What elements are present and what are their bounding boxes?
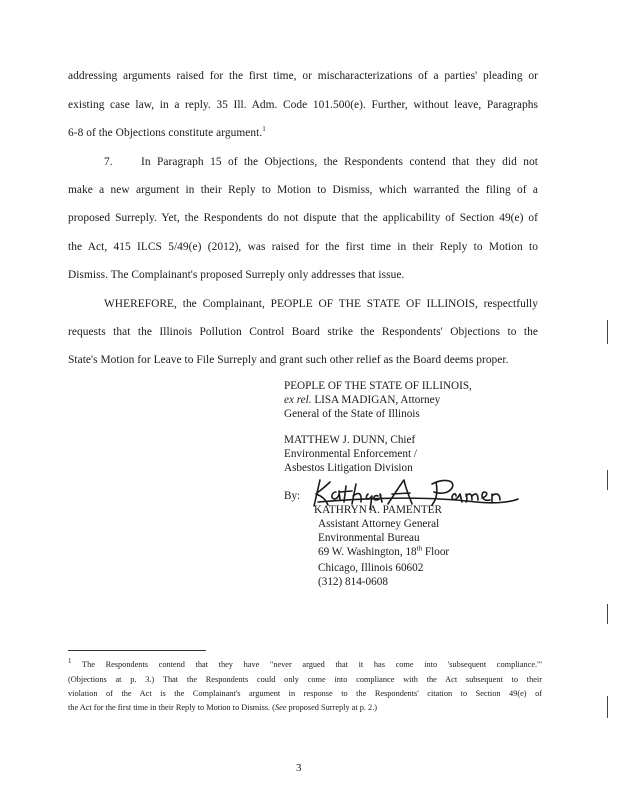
body-text-line: make a new argument in their Reply to Motion to Dismiss, which warranted the filing of a	[68, 184, 538, 196]
signature-division: Environmental Enforcement /	[284, 448, 417, 460]
scan-artifact	[607, 696, 608, 718]
body-text-line: 6-8 of the Objections constitute argument.$^1$	[68, 125, 266, 139]
by-label: By:	[284, 490, 301, 502]
signer-address-street: 69 W. Washington, 18th Floor	[318, 544, 450, 558]
wherefore-line: requests that the Illinois Pollution Control Board strike the Respondents' Objections to the	[68, 326, 538, 338]
body-text-line: proposed Surreply. Yet, the Respondents do not dispute that the applicability of Section 49(e) of	[68, 212, 538, 224]
signer-name: KATHRYN A. PAMENTER	[314, 504, 442, 516]
footnote-line: (Objections at p. 3.) That the Respondents could only come into compliance with the Act subsequent to their	[68, 675, 542, 684]
signer-bureau: Environmental Bureau	[318, 532, 420, 544]
footnote-line: the Act for the first time in their Reply to Motion to Dismiss. (See proposed Surreply at p. 2.)	[68, 703, 378, 712]
signer-address-city: Chicago, Illinois 60602	[318, 562, 424, 574]
body-text-line: existing case law, in a reply. 35 Ill. Adm. Code 101.500(e). Further, without leave, Paragraphs	[68, 99, 538, 111]
signature-division: Asbestos Litigation Division	[284, 462, 413, 474]
signature-ag: ex rel. LISA MADIGAN, Attorney	[284, 394, 441, 406]
wherefore-line: WHEREFORE, the Complainant, PEOPLE OF THE STATE OF ILLINOIS, respectfully	[104, 298, 538, 310]
signature-ag-title: General of the State of Illinois	[284, 408, 420, 420]
scan-artifact	[607, 470, 608, 490]
paragraph-number: 7.	[104, 156, 113, 168]
footnote-reference: 1	[262, 125, 266, 134]
body-text-line: addressing arguments raised for the first time, or mischaracterizations of a parties' pleading or	[68, 70, 538, 82]
signer-title: Assistant Attorney General	[318, 518, 440, 530]
signer-phone: (312) 814-0608	[318, 576, 388, 588]
page-number: 3	[296, 762, 302, 774]
signature-party: PEOPLE OF THE STATE OF ILLINOIS,	[284, 380, 472, 392]
footnote-rule	[68, 650, 206, 651]
body-text-line: the Act, 415 ILCS 5/49(e) (2012), was raised for the first time in their Reply to Motion to	[68, 241, 538, 253]
body-text-line: In Paragraph 15 of the Objections, the Respondents contend that they did not	[141, 156, 538, 168]
signature-chief: MATTHEW J. DUNN, Chief	[284, 434, 416, 446]
scan-artifact	[607, 320, 608, 344]
footnote-line: $^1$ The Respondents contend that they have "never argued that it has come into 'subsequent compliance.'"	[68, 657, 542, 669]
wherefore-line: State's Motion for Leave to File Surreply and grant such other relief as the Board deems proper.	[68, 354, 509, 366]
footnote-line: violation of the Act is the Complainant's argument in response to the Respondents' citation to Section 49(e) of	[68, 689, 542, 698]
body-text-line: Dismiss. The Complainant's proposed Surreply only addresses that issue.	[68, 269, 405, 281]
scan-artifact	[607, 604, 608, 624]
